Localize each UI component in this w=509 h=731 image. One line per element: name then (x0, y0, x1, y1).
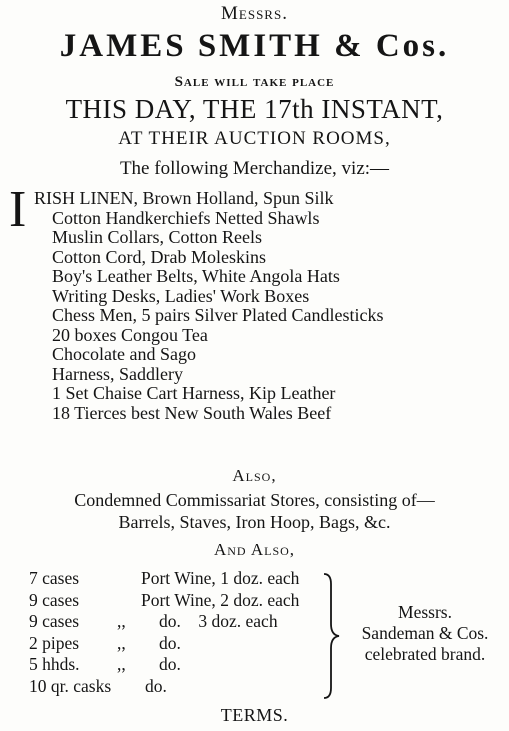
terms-heading: TERMS. (220, 705, 289, 725)
wine-detail: do. (159, 654, 181, 674)
drop-cap: I (9, 181, 27, 238)
brand-line: Sandeman & Cos. (361, 623, 489, 643)
wine-ditto-mark: ,, (117, 632, 126, 653)
list-item: Writing Desks, Ladies' Work Boxes (52, 285, 310, 306)
and-also-heading: And Also, (213, 540, 296, 559)
list-item: 18 Tierces best New South Wales Beef (52, 402, 332, 423)
list-item: Cotton Cord, Drab Moleskins (52, 246, 266, 267)
list-item: Boy's Leather Belts, White Angola Hats (52, 266, 340, 286)
auction-rooms-line: AT THEIR AUCTION ROOMS, (118, 128, 391, 149)
list-item: Cotton Handkerchiefs Netted Shawls (52, 207, 320, 228)
wine-list (29, 568, 299, 697)
wine-row (29, 676, 299, 698)
list-item: 20 boxes Congou Tea (52, 324, 208, 345)
wine-quantity: 9 cases (29, 611, 80, 631)
wine-quantity: 7 cases (29, 568, 80, 588)
also-heading: Also, (232, 466, 277, 485)
list-item: Chess Men, 5 pairs Silver Plated Candlesticks (52, 305, 384, 325)
wine-quantity: 10 qr. casks (29, 675, 112, 696)
sale-date: THIS DAY, THE 17th INSTANT, (65, 94, 444, 124)
wine-detail: do. (159, 632, 181, 653)
wine-name: Port Wine, (141, 589, 216, 610)
firm-name: JAMES SMITH & Cos. (59, 28, 450, 64)
list-item: 1 Set Chaise Cart Harness, Kip Leather (52, 383, 336, 403)
wine-detail: do. (145, 675, 167, 696)
brand-line: Messrs. (398, 602, 452, 622)
wine-row (29, 611, 299, 633)
wine-detail: 1 doz. each (220, 568, 300, 588)
wine-row (29, 633, 299, 655)
merchandise-list (34, 188, 384, 423)
stores-items-line: Barrels, Staves, Iron Hoop, Bags, &c. (118, 512, 391, 532)
wine-quantity: 5 hhds. (29, 654, 80, 674)
wine-row (29, 568, 299, 590)
wine-row (29, 590, 299, 612)
list-item: RISH LINEN, Brown Holland, Spun Silk (34, 188, 334, 208)
wine-name: Port Wine, (141, 568, 216, 588)
wine-ditto-mark: ,, (117, 654, 126, 674)
list-item: Chocolate and Sago (52, 344, 196, 364)
sale-notice: Sale will take place (174, 74, 335, 90)
merchandise-intro: The following Merchandize, viz:— (119, 158, 390, 179)
wine-quantity: 2 pipes (29, 632, 80, 653)
messrs-heading: Messrs. (221, 3, 288, 24)
list-item: Harness, Saddlery (52, 363, 183, 384)
wine-ditto-mark: ,, (117, 611, 126, 631)
wine-row (29, 654, 299, 676)
wine-detail: 2 doz. each (220, 589, 300, 610)
wine-quantity: 9 cases (29, 589, 80, 610)
wine-detail: do. 3 doz. each (159, 611, 278, 631)
sandeman-brand-note (340, 602, 509, 665)
list-item: Muslin Collars, Cotton Reels (52, 227, 263, 247)
brand-line: celebrated brand. (364, 644, 486, 664)
commissariat-stores-line: Condemned Commissariat Stores, consisting of— (74, 490, 435, 510)
